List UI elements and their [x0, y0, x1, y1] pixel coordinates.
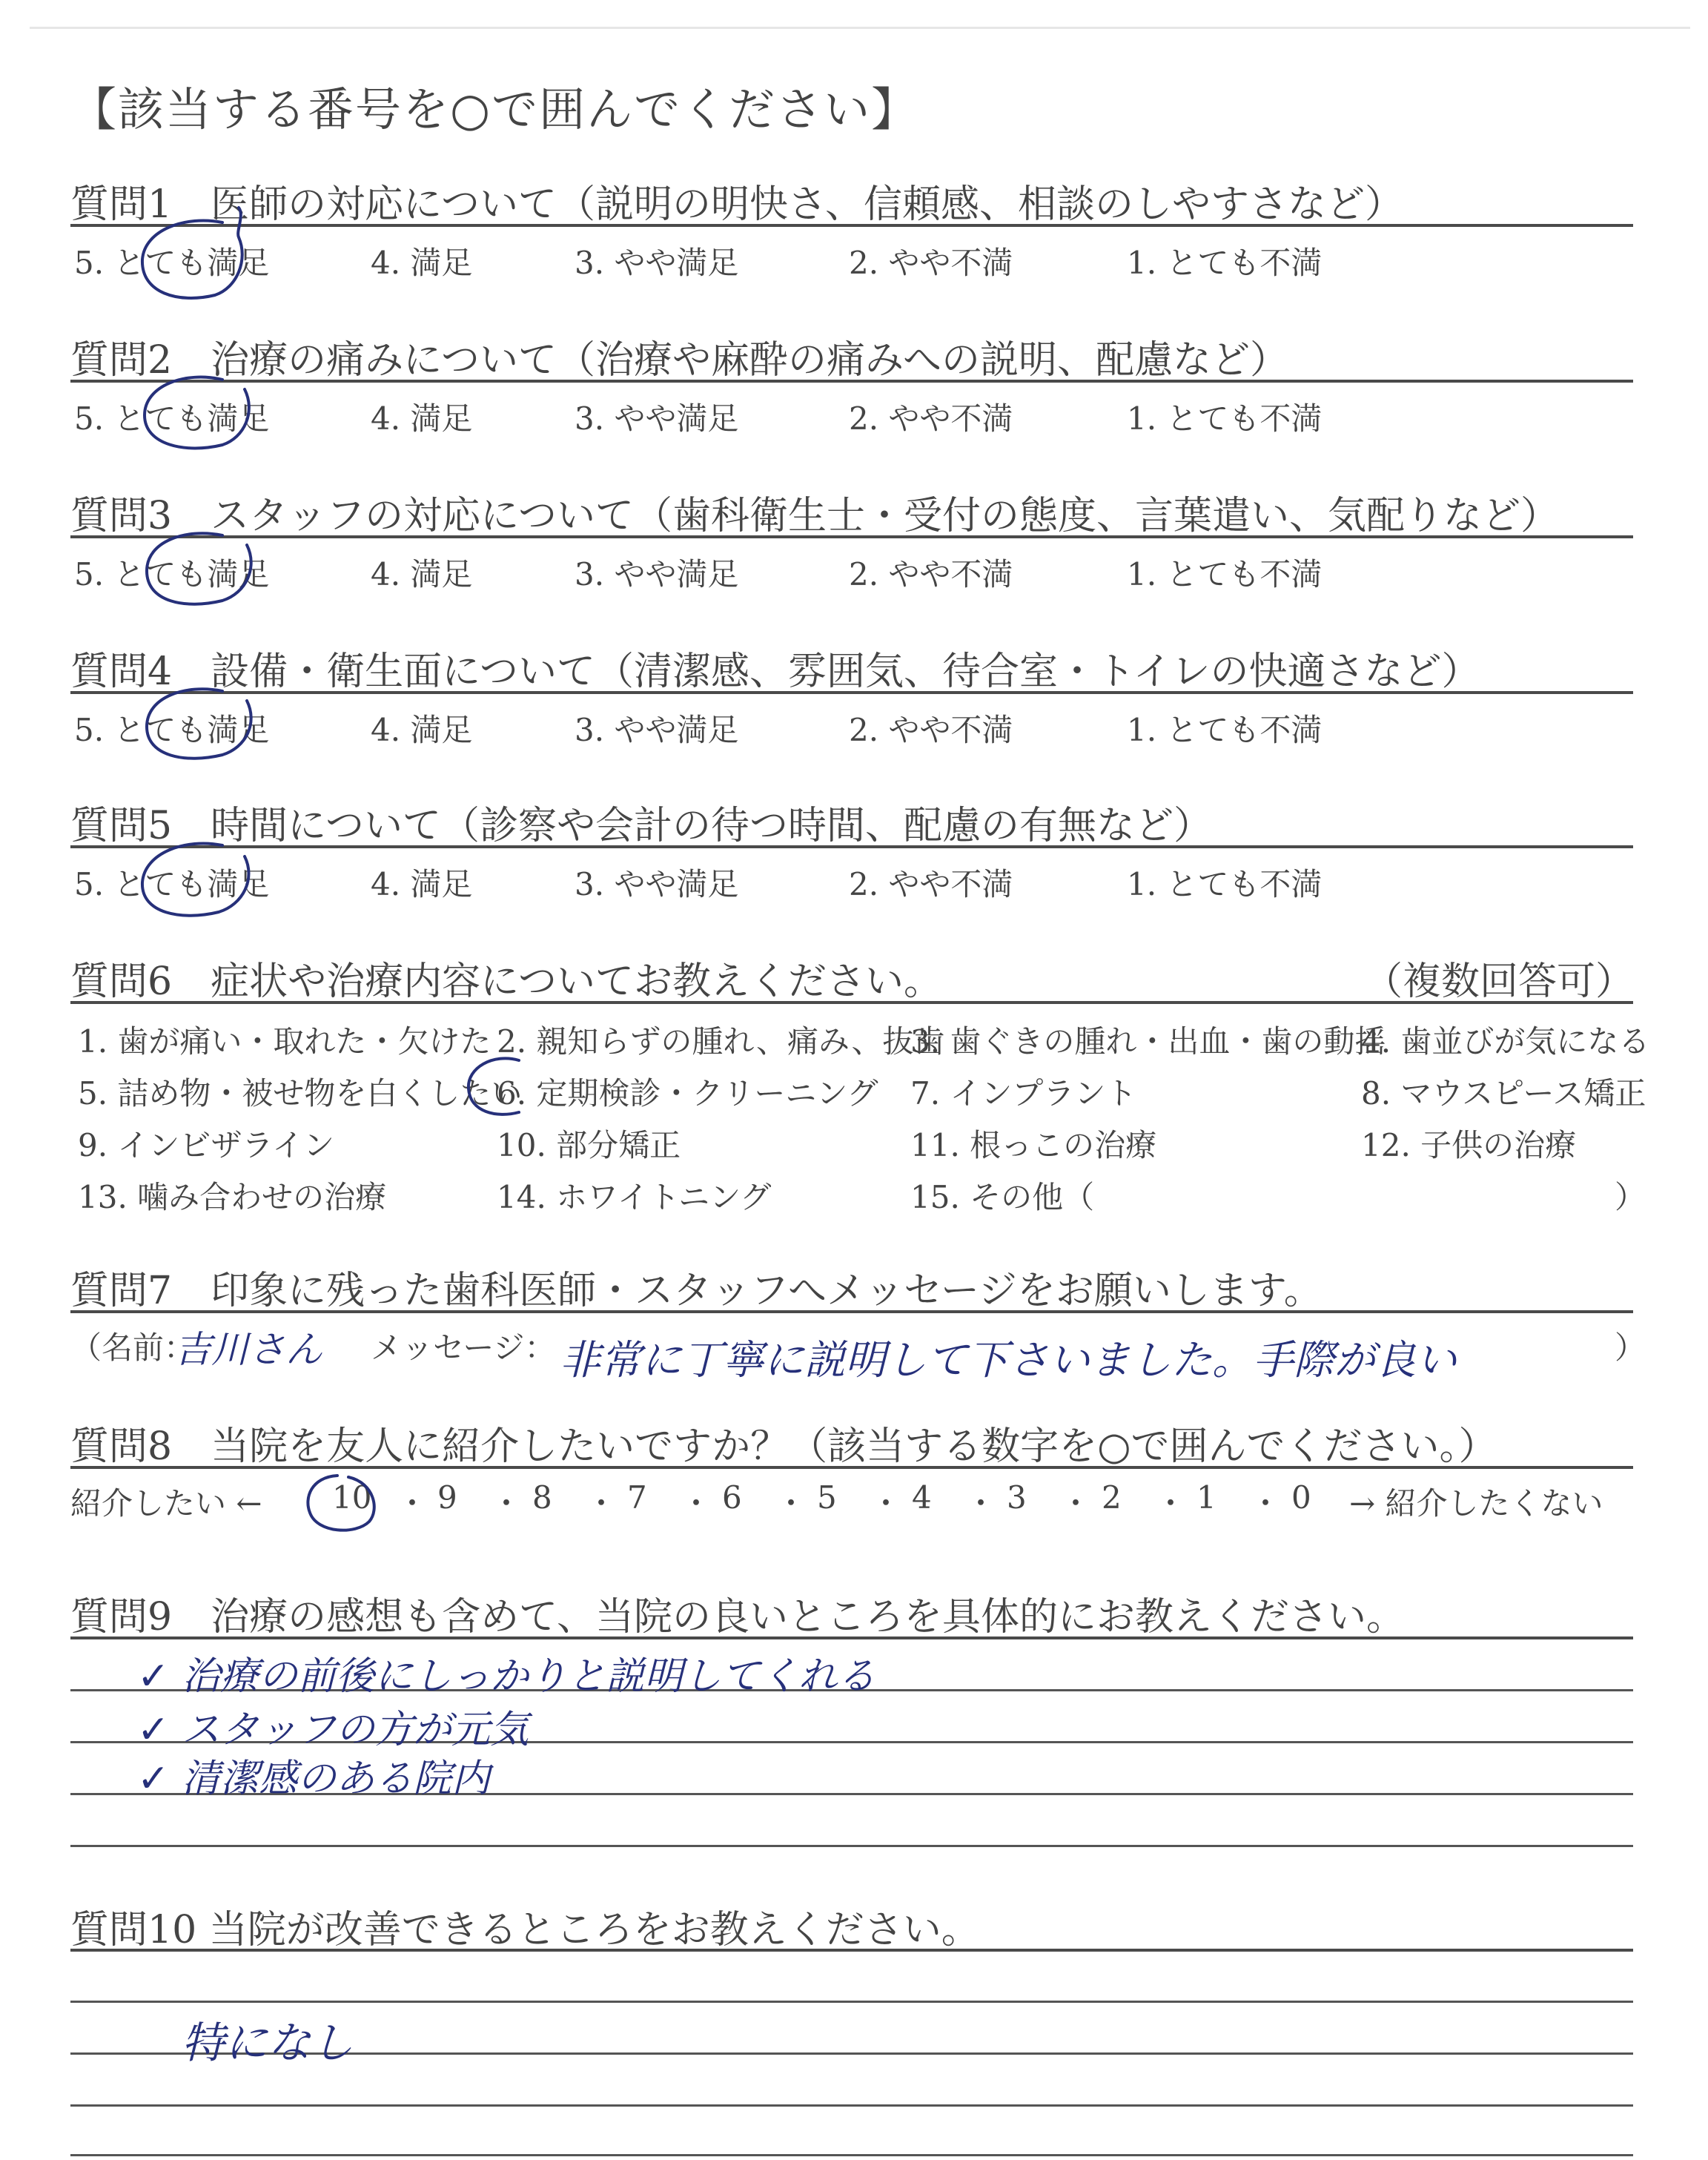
q8-value-2[interactable]: 2: [1102, 1479, 1122, 1516]
question-10-rule: [70, 1949, 1633, 1952]
q8-dot: ・: [397, 1485, 428, 1522]
q10-writing-line: [70, 2154, 1633, 2156]
q6-option-13[interactable]: 13. 噛み合わせの治療: [78, 1179, 387, 1215]
q6-option-8[interactable]: 8. マウスピース矯正: [1361, 1075, 1646, 1112]
q1-option-5[interactable]: 5. とても満足: [74, 245, 270, 281]
q8-value-6[interactable]: 6: [722, 1479, 742, 1516]
question-8: 質問8 当院を友人に紹介したいですか？（該当する数字を○で囲んでください。）: [70, 1424, 1497, 1469]
question-5-rule: [70, 845, 1633, 848]
q2-option-5[interactable]: 5. とても満足: [74, 400, 270, 437]
q5-option-4[interactable]: 4. 満足: [371, 866, 473, 902]
question-6-note: （複数回答可）: [1364, 960, 1635, 1004]
q1-option-1[interactable]: 1. とても不満: [1127, 245, 1323, 281]
question-4: 質問4 設備・衛生面について（清潔感、雰囲気、待合室・トイレの快適さなど）: [70, 650, 1480, 694]
q3-option-2[interactable]: 2. やや不満: [849, 556, 1013, 592]
question-9: 質問9 治療の感想も含めて、当院の良いところを具体的にお教えください。: [70, 1595, 1406, 1639]
q2-option-4[interactable]: 4. 満足: [371, 400, 473, 437]
question-8-rule: [70, 1466, 1633, 1469]
question-10: 質問10 当院が改善できるところをお教えください。: [70, 1908, 980, 1952]
question-3: 質問3 スタッフの対応について（歯科衛生士・受付の態度、言葉遣い、気配りなど）: [70, 494, 1560, 538]
q6-option-3[interactable]: 3. 歯ぐきの腫れ・出血・歯の動揺: [910, 1023, 1386, 1060]
q8-value-10[interactable]: 10: [332, 1479, 372, 1516]
question-2-rule: [70, 380, 1633, 383]
q8-dot: ・: [1250, 1485, 1282, 1522]
question-5: 質問5 時間について（診察や会計の待つ時間、配慮の有無など）: [70, 804, 1213, 848]
q2-option-2[interactable]: 2. やや不満: [849, 400, 1013, 437]
q6-option-10[interactable]: 10. 部分矯正: [497, 1127, 681, 1163]
q5-option-1[interactable]: 1. とても不満: [1127, 866, 1323, 902]
q8-dot: ・: [1155, 1485, 1187, 1522]
q7-message-label: メッセージ：: [371, 1330, 556, 1366]
q6-option-4[interactable]: 4. 歯並びが気になる: [1361, 1023, 1650, 1060]
q9-writing-line: [70, 1845, 1633, 1847]
q8-dot: ・: [1060, 1485, 1092, 1522]
q4-option-5[interactable]: 5. とても満足: [74, 712, 270, 748]
q8-right-label: → 紹介したくない: [1349, 1485, 1603, 1522]
q3-option-5[interactable]: 5. とても満足: [74, 556, 270, 592]
q3-option-1[interactable]: 1. とても不満: [1127, 556, 1323, 592]
question-6: 質問6 症状や治療内容についてお教えください。: [70, 960, 943, 1004]
q7-message-value[interactable]: 非常に丁寧に説明して下さいました。手際が良い: [560, 1336, 1457, 1384]
q6-option-15[interactable]: 15. その他（: [910, 1179, 1095, 1215]
q8-left-label: 紹介したい ←: [70, 1485, 262, 1522]
q10-writing-line: [70, 2104, 1633, 2107]
q8-dot: ・: [681, 1485, 712, 1522]
q8-value-7[interactable]: 7: [627, 1479, 647, 1516]
question-1: 質問1 医師の対応について（説明の明快さ、信頼感、相談のしやすさなど）: [70, 182, 1403, 227]
q4-option-3[interactable]: 3. やや満足: [575, 712, 739, 748]
q5-option-2[interactable]: 2. やや不満: [849, 866, 1013, 902]
q9-answer-1[interactable]: ✓ 治療の前後にしっかりと説明してくれる: [137, 1654, 876, 1699]
q6-option-11[interactable]: 11. 根っこの治療: [910, 1127, 1157, 1163]
question-1-rule: [70, 224, 1633, 227]
q10-answer[interactable]: 特になし: [182, 2018, 354, 2068]
q6-option-7[interactable]: 7. インプラント: [910, 1075, 1137, 1112]
q4-option-1[interactable]: 1. とても不満: [1127, 712, 1323, 748]
q8-value-1[interactable]: 1: [1196, 1479, 1217, 1516]
question-7: 質問7 印象に残った歯科医師・スタッフへメッセージをお願いします。: [70, 1269, 1323, 1313]
q6-option-12[interactable]: 12. 子供の治療: [1361, 1127, 1577, 1163]
q2-option-1[interactable]: 1. とても不満: [1127, 400, 1323, 437]
question-7-rule: [70, 1310, 1633, 1313]
q7-name-value[interactable]: 吉川さん: [174, 1328, 322, 1371]
q8-value-8[interactable]: 8: [532, 1479, 552, 1516]
q10-writing-line: [70, 2001, 1633, 2003]
q9-answer-2[interactable]: ✓ スタッフの方が元気: [137, 1708, 529, 1752]
q8-dot: ・: [586, 1485, 618, 1522]
question-2: 質問2 治療の痛みについて（治療や麻酔の痛みへの説明、配慮など）: [70, 338, 1289, 383]
q1-option-4[interactable]: 4. 満足: [371, 245, 473, 281]
q8-dot: ・: [775, 1485, 807, 1522]
q6-option-6[interactable]: 6. 定期検診・クリーニング: [497, 1075, 878, 1112]
q5-option-3[interactable]: 3. やや満足: [575, 866, 739, 902]
top-border: [30, 27, 1690, 29]
q2-option-3[interactable]: 3. やや満足: [575, 400, 739, 437]
q6-option-9[interactable]: 9. インビザライン: [78, 1127, 335, 1163]
q1-option-3[interactable]: 3. やや満足: [575, 245, 739, 281]
q9-answer-3[interactable]: ✓ 清潔感のある院内: [137, 1757, 491, 1801]
question-3-rule: [70, 535, 1633, 538]
question-9-rule: [70, 1636, 1633, 1639]
q6-option-5[interactable]: 5. 詰め物・被せ物を白くしたい: [78, 1075, 523, 1112]
q8-dot: ・: [491, 1485, 523, 1522]
question-4-rule: [70, 691, 1633, 694]
q1-option-2[interactable]: 2. やや不満: [849, 245, 1013, 281]
q7-close-paren: ）: [1615, 1330, 1646, 1366]
q5-option-5[interactable]: 5. とても満足: [74, 866, 270, 902]
q4-option-2[interactable]: 2. やや不満: [849, 712, 1013, 748]
q8-dot: ・: [870, 1485, 902, 1522]
q8-value-5[interactable]: 5: [817, 1479, 837, 1516]
q8-value-4[interactable]: 4: [912, 1479, 932, 1516]
q7-name-label: （名前：: [70, 1330, 196, 1366]
q3-option-3[interactable]: 3. やや満足: [575, 556, 739, 592]
q6-option-1[interactable]: 1. 歯が痛い・取れた・欠けた: [78, 1023, 491, 1060]
q6-option-14[interactable]: 14. ホワイトニング: [497, 1179, 772, 1215]
page-heading: 【該当する番号を○で囲んでください】: [70, 82, 919, 136]
q3-option-4[interactable]: 4. 満足: [371, 556, 473, 592]
q8-value-9[interactable]: 9: [437, 1479, 457, 1516]
q6-option-15-close: ）: [1615, 1179, 1646, 1215]
q4-option-4[interactable]: 4. 満足: [371, 712, 473, 748]
q8-dot: ・: [965, 1485, 997, 1522]
question-6-rule: [70, 1001, 1633, 1004]
q6-option-2[interactable]: 2. 親知らずの腫れ、痛み、抜歯: [497, 1023, 945, 1060]
q8-value-0[interactable]: 0: [1291, 1479, 1311, 1516]
q8-value-3[interactable]: 3: [1007, 1479, 1027, 1516]
